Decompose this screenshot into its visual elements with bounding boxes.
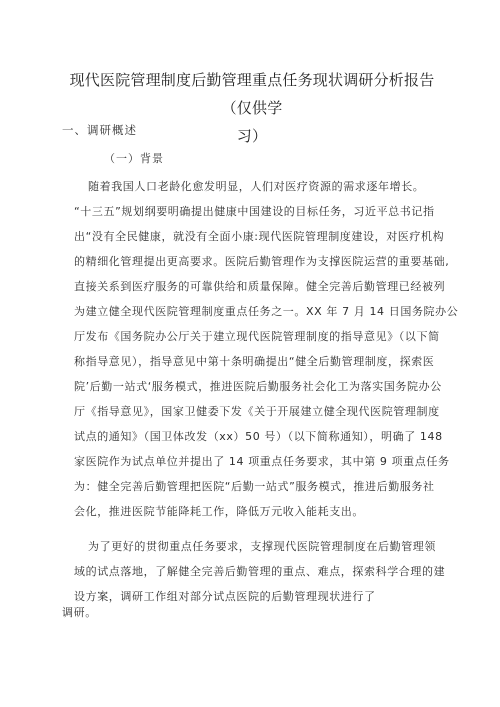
paragraph-1-line: “十三五”规划纲要明确提出健康中国建设的目标任务，习近平总书记指 <box>74 205 435 218</box>
paragraph-1-line: 厅发布《国务院办公厅关于建立现代医院管理制度的指导意见》（以下简 <box>74 330 440 343</box>
subsection-heading: （一）背景 <box>104 152 164 165</box>
paragraph-1-line: 称指导意见），指导意见中第十条明确提出“健全后勤管理制度，探索医 <box>74 355 435 368</box>
paragraph-2-line: 调研。 <box>62 606 97 619</box>
document-title-line-2: 习） <box>236 127 268 145</box>
paragraph-1-line: 出“没有全民健康，就没有全面小康:现代医院管理制度建设，对医疗机构 <box>74 230 445 243</box>
paragraph-2-line: 设方案，调研工作组对部分试点医院的后勤管理现状进行了 <box>74 590 376 603</box>
paragraph-2-line: 域的试点落地，了解健全完善后勤管理的重点、难点，探索科学合理的建 <box>74 565 446 578</box>
paragraph-1-line: 试点的通知》（国卫体改发（xx）50 号）（以下简称通知），明确了 148 <box>74 430 443 443</box>
paragraph-1-line: 会化，推进医院节能降耗工作，降低万元收入能耗支出。 <box>74 505 364 518</box>
paragraph-1-line: 随着我国人口老龄化愈发明显，人们对医疗资源的需求逐年增长。 <box>88 180 425 193</box>
paragraph-1-line: 直接关系到医疗服务的可靠供给和质量保障。健全完善后勤管理已经被列 <box>74 280 446 293</box>
section-heading: 一、调研概述 <box>62 123 137 137</box>
paragraph-1-line: 家医院作为试点单位并提出了 14 项重点任务要求，其中第 9 项重点任务 <box>74 455 450 468</box>
paragraph-2-line: 为了更好的贯彻重点任务要求，支撑现代医院管理制度在后勤管理领 <box>88 540 436 553</box>
paragraph-1-line: 院’后勤一站式‘服务模式，推进医院后勤服务社会化工为落实国务院办公 <box>74 380 442 393</box>
document-title-line-1: 现代医院管理制度后勤管理重点任务现状调研分析报告（仅供学 <box>69 71 435 117</box>
paragraph-1-line: 为：健全完善后勤管理把医院“后勤一站式”服务模式，推进后勤服务社 <box>74 480 435 493</box>
paragraph-1-line: 厅《指导意见》，国家卫健委下发《关于开展建立健全现代医院管理制度 <box>74 405 440 418</box>
paragraph-1-line: 的精细化管理提出更高要求。医院后勤管理作为支撑医院运营的重要基础, <box>74 255 450 268</box>
paragraph-1-line: 为建立健全现代医院管理制度重点任务之一。XX 年 7 月 14 日国务院办公 <box>74 305 459 318</box>
